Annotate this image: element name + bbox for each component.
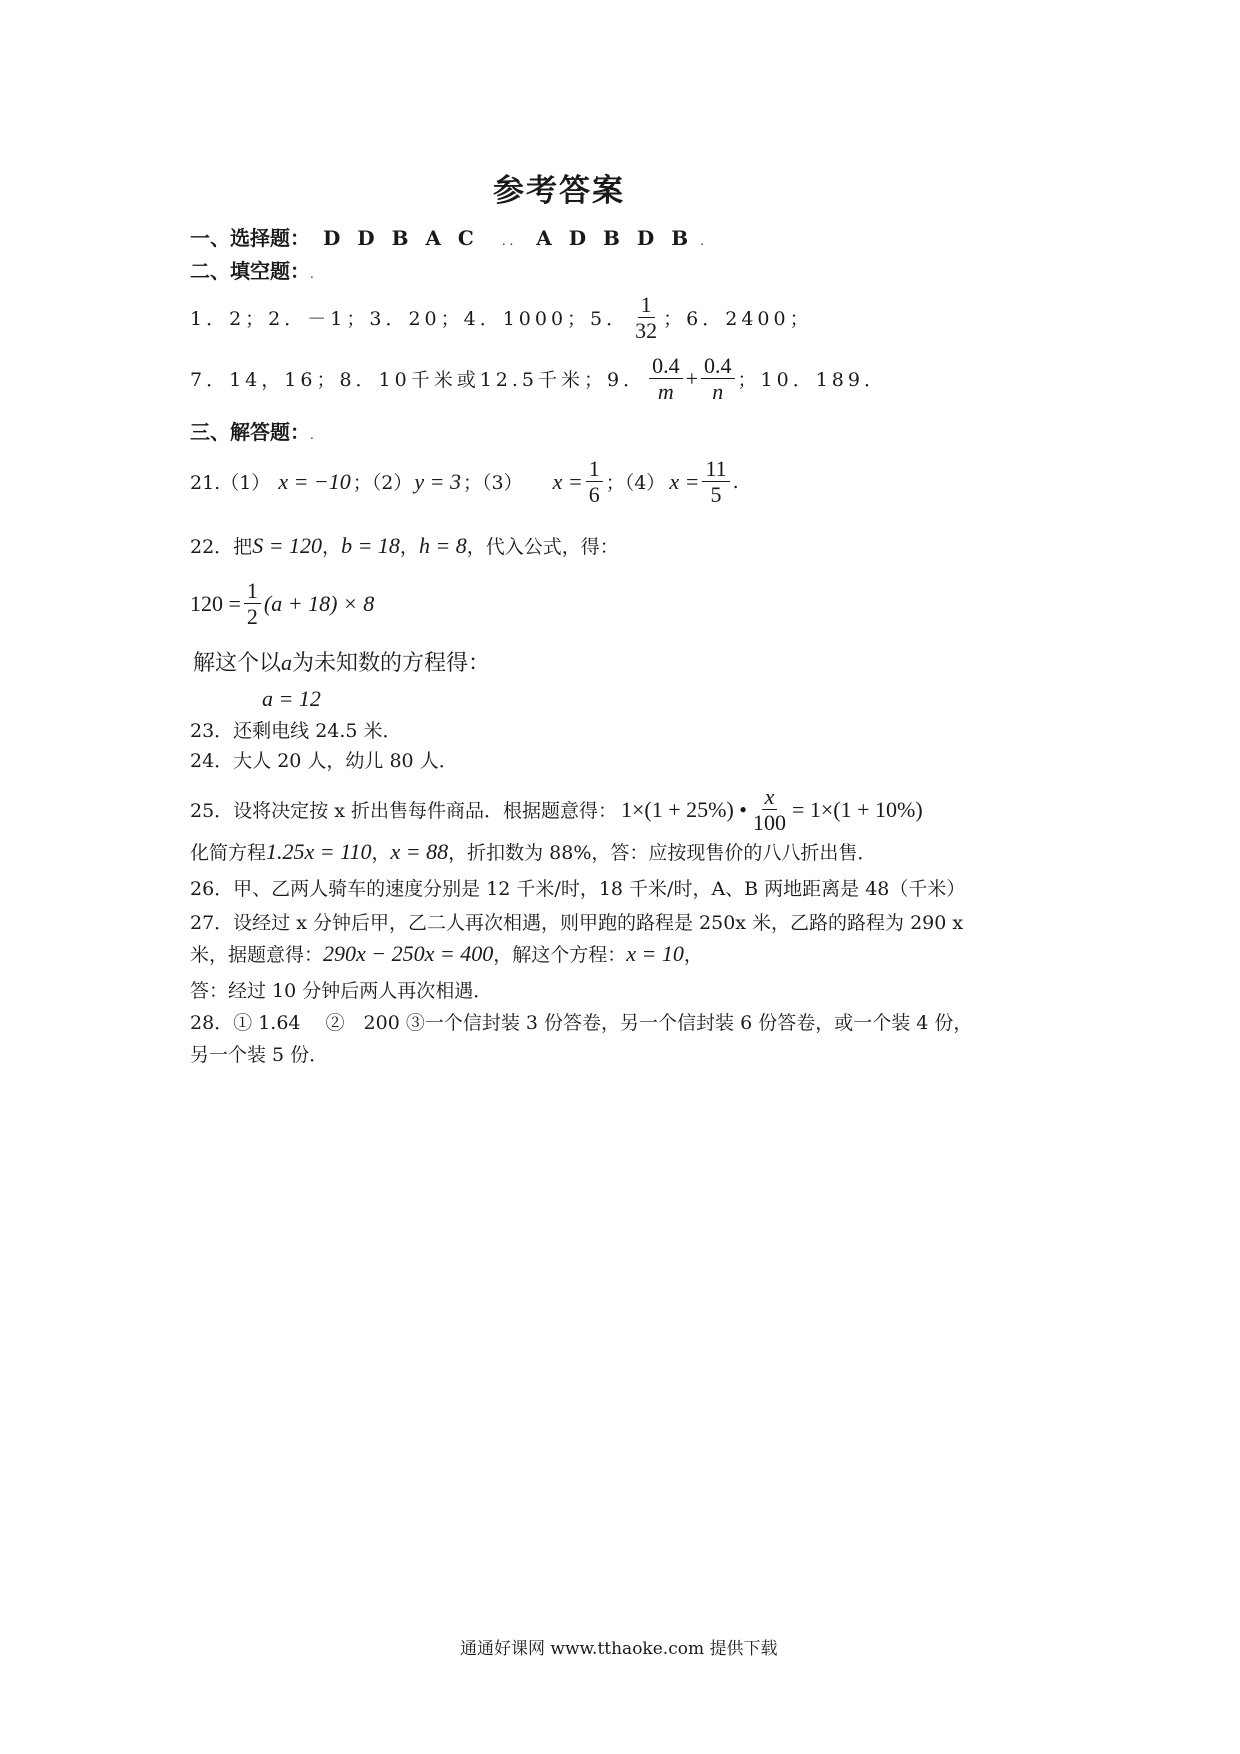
fill-answers-line-2: [190, 353, 887, 405]
fraction-numerator: 0.4: [649, 353, 683, 379]
q25-conclusion: ，折扣数为 88%，答：应按现售价的八八折出售．: [448, 842, 877, 864]
fraction-denominator: 5: [710, 482, 722, 508]
q27-comma: ，: [683, 944, 703, 966]
q27-equation: 290x − 250x = 400: [323, 941, 494, 966]
q22-equation-lhs: 120 =: [190, 590, 241, 616]
fraction-1-over-32: [632, 292, 660, 344]
answer-24: 24．大人 20 人，幼儿 80 人．: [190, 750, 458, 772]
fraction-denominator: n: [712, 379, 724, 405]
q21-end: .: [732, 470, 739, 493]
q22-equation-rhs: (a + 18) × 8: [263, 590, 375, 616]
choice-separator: . .: [501, 234, 514, 248]
fraction-0.4-over-m: [649, 353, 683, 405]
choice-answers-1-5: D D B A C: [322, 226, 479, 250]
q21-eq-4: x =: [669, 468, 700, 494]
fraction-numerator: 1: [244, 578, 261, 604]
q25-eq-right: = 1×(1 + 10%): [791, 796, 923, 822]
fraction-11-over-5: [702, 456, 729, 508]
q22-solve-text-b: 为未知数的方程得：: [292, 651, 491, 676]
q21-prefix-1: 21.（1）: [190, 472, 271, 495]
q25-solution: x = 88: [390, 839, 449, 864]
answer-22: [190, 532, 619, 559]
q21-eq-3: x =: [552, 468, 583, 494]
fraction-denominator: 100: [752, 810, 786, 836]
q22-equation: [190, 578, 374, 630]
fraction-numerator: 1: [586, 456, 603, 482]
page-title: 参考答案: [493, 173, 625, 209]
answer-23: 23．还剩电线 24.5 米．: [190, 720, 402, 742]
fraction-numerator: 0.4: [701, 353, 735, 379]
fraction-denominator: 6: [588, 482, 600, 508]
answer-21: [190, 456, 739, 508]
fraction-1-over-2: [244, 578, 261, 630]
fill-answers-line-1: [190, 292, 813, 344]
q27-solution: x = 10: [626, 941, 684, 966]
fraction-1-over-6: [586, 456, 603, 508]
plus-sign: +: [685, 365, 699, 391]
section-3-solve: [190, 416, 314, 445]
fraction-denominator: 32: [635, 318, 658, 344]
q25-eq-left: 1×(1 + 25%) •: [620, 796, 747, 822]
answer-27-line-2: [190, 940, 703, 967]
answer-25-line-2: [190, 838, 876, 865]
q27-solve-text: ，解这个方程：: [493, 944, 627, 966]
section-2-dot: .: [310, 267, 314, 281]
q22-prefix: 22．把: [190, 536, 253, 558]
fill-answers-1-5-text: 1．2；2．－1；3．20；4．1000；5．: [190, 308, 630, 331]
q22-comma-2: ，: [399, 536, 419, 558]
fill-answers-7-9-text: 7．14，16；8．10千米或12.5千米；9．: [190, 369, 647, 392]
q22-result: a = 12: [262, 686, 321, 711]
answer-27-line-3: 答：经过 10 分钟后两人再次相遇．: [190, 980, 493, 1002]
q22-solve-line: [193, 646, 490, 677]
answer-27-line-1: 27．设经过 x 分钟后甲，乙二人再次相遇，则甲跑的路程是 250x 米，乙路的路程为 290 x: [190, 912, 964, 934]
fill-answers-10-text: ；10．189．: [737, 369, 887, 392]
q22-solve-text-a: 解这个以: [193, 651, 282, 676]
q25-comma: ，: [371, 842, 391, 864]
q22-given-b: b = 18: [341, 533, 400, 558]
choice-answers-6-10: A D B D B: [536, 226, 694, 250]
section-2-label: 二、填空题：: [190, 259, 310, 283]
q22-solve-var: a: [281, 650, 293, 675]
fraction-numerator: 1: [638, 292, 655, 318]
page-footer: 通通好课网 www.tthaoke.com 提供下载: [460, 1639, 778, 1659]
choice-end-dot: .: [700, 234, 704, 248]
answer-28-line-1: 28．① 1.64 ② 200 ③一个信封装 3 份答卷，另一个信封装 6 份答卷，或一个装 4 份，: [190, 1012, 973, 1034]
section-1-choice: [190, 222, 704, 251]
q22-comma-1: ，: [322, 536, 342, 558]
section-3-label: 三、解答题：: [190, 420, 310, 444]
q21-prefix-4: ；（4）: [605, 472, 666, 495]
q25-simplify-text: 化简方程: [190, 842, 267, 864]
q27-given-text: 米，据题意得：: [190, 944, 324, 966]
q21-eq-1: x = −10: [278, 468, 351, 494]
section-2-fill: [190, 255, 314, 284]
fraction-0.4-over-n: [701, 353, 735, 405]
q21-prefix-2: ；（2）: [352, 472, 413, 495]
q22-given-h: h = 8: [418, 533, 467, 558]
fraction-denominator: 2: [246, 604, 258, 630]
answer-26: 26．甲、乙两人骑车的速度分别是 12 千米/时，18 千米/时，A、B 两地距离是 48（千米）: [190, 878, 966, 900]
fraction-denominator: m: [657, 379, 674, 405]
fill-answers-6-text: ；6．2400；: [663, 308, 813, 331]
fraction-x-over-100: [750, 784, 789, 836]
q25-text: 25．设将决定按 x 折出售每件商品．根据题意得：: [190, 800, 617, 823]
answer-28-line-2: 另一个装 5 份．: [190, 1044, 329, 1066]
q22-substitute-text: ，代入公式，得：: [466, 536, 619, 558]
q21-prefix-3: ；（3）: [463, 472, 523, 495]
section-3-dot: .: [310, 428, 314, 442]
fraction-numerator: x: [762, 784, 778, 810]
section-1-label: 一、选择题：: [190, 226, 310, 250]
q25-simplified-eq: 1.25x = 110: [266, 839, 372, 864]
q22-given-s: S = 120: [252, 533, 323, 558]
answer-25: [190, 784, 923, 836]
q21-eq-2: y = 3: [414, 468, 461, 494]
fraction-numerator: 11: [702, 456, 729, 482]
